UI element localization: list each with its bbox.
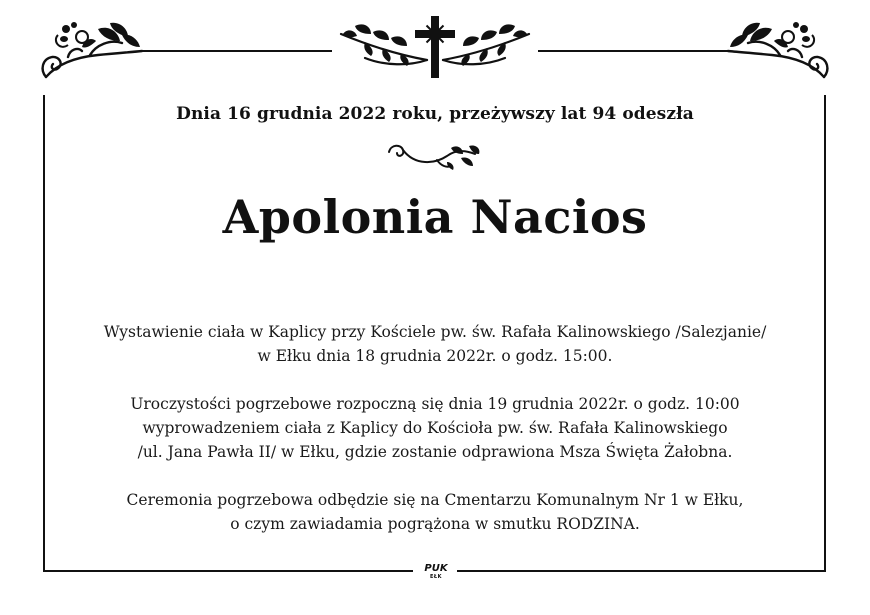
paragraph-line: Uroczystości pogrzebowe rozpoczną się dnia 19 grudnia 2022r. o godz. 10:00 xyxy=(130,395,740,413)
death-announcement-heading: Dnia 16 grudnia 2022 roku, przeżywszy lat 94 odeszła xyxy=(176,104,694,124)
cross-with-wreath-icon xyxy=(335,12,535,80)
floral-divider-icon xyxy=(385,140,485,172)
floral-corner-left-icon xyxy=(38,15,148,85)
puk-logo xyxy=(416,563,456,583)
frame-bottom-border-right xyxy=(457,570,826,572)
floral-corner-right-icon xyxy=(722,15,832,85)
paragraph-line: w Ełku dnia 18 grudnia 2022r. o godz. 15:00. xyxy=(257,347,613,365)
paragraph-line: wyprowadzeniem ciała z Kaplicy do Kościoła pw. św. Rafała Kalinowskiego xyxy=(142,419,728,437)
frame-top-border-right xyxy=(538,50,728,52)
burial-info-paragraph xyxy=(50,488,820,536)
frame-top-border-left xyxy=(140,50,332,52)
frame-bottom-border-left xyxy=(43,570,413,572)
frame-left-border xyxy=(43,95,45,571)
funeral-ceremony-paragraph xyxy=(50,392,820,464)
paragraph-line: o czym zawiadamia pogrążona w smutku RODZINA. xyxy=(230,515,640,533)
paragraph-line: Wystawienie ciała w Kaplicy przy Kościele pw. św. Rafała Kalinowskiego /Salezjanie/ xyxy=(103,323,767,341)
paragraph-line: /ul. Jana Pawła II/ w Ełku, gdzie zostanie odprawiona Msza Święta Żałobna. xyxy=(137,443,733,461)
deceased-name: Apolonia Nacios xyxy=(222,190,648,244)
paragraph-line: Ceremonia pogrzebowa odbędzie się na Cmentarzu Komunalnym Nr 1 w Ełku, xyxy=(126,491,744,509)
viewing-info-paragraph xyxy=(50,320,820,368)
frame-right-border xyxy=(824,95,826,571)
logo-subtext: EŁK xyxy=(429,574,442,580)
logo-text: PUK xyxy=(424,563,448,574)
